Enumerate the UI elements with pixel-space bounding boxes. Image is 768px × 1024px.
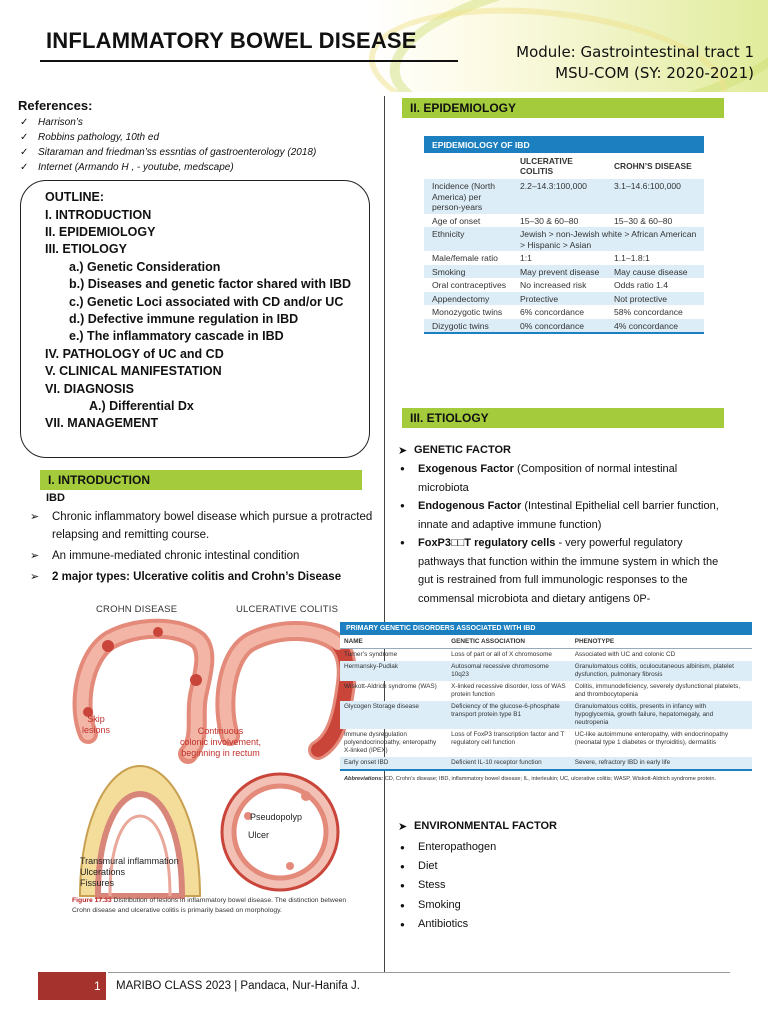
reference-text: Harrison’s <box>38 117 83 128</box>
table-cell: UC-like autoimmune enteropathy, with endocrinopathy (neonatal type 1 diabetes or thyroiditis), dermatitis <box>574 731 729 746</box>
genetic-factor-item <box>398 460 728 497</box>
epidemiology-section-header: II. EPIDEMIOLOGY <box>402 98 724 118</box>
table-cell: Deficiency of the glucose-6-phosphate transport protein type B1 <box>447 701 571 729</box>
etiology-genetic <box>398 444 728 608</box>
intro-bullet <box>30 568 380 586</box>
references <box>18 98 378 175</box>
outline-item: d.) Defective immune regulation in IBD <box>69 311 299 326</box>
reference-item <box>18 145 378 160</box>
table-cell: X-linked recessive disorder, loss of WAS protein function <box>451 683 566 698</box>
outline-item: a.) Genetic Consideration <box>69 259 221 274</box>
table-cell: 1:1 <box>520 253 532 263</box>
etiology-environmental <box>398 820 728 934</box>
reference-text: Robbins pathology, 10th ed <box>38 132 160 143</box>
table-cell: Deficient IL-10 receptor function <box>447 757 571 769</box>
table-row <box>424 251 704 265</box>
table-cell: Age of onset <box>432 215 481 226</box>
checkmark-icon: ✓ <box>20 147 29 158</box>
epidemiology-table-header <box>424 153 704 179</box>
table-cell: Wiskott-Aldrich syndrome (WAS) <box>344 683 437 690</box>
table-cell: 1.1–1.8:1 <box>614 253 650 263</box>
environmental-factor-item: ● Smoking <box>398 896 728 915</box>
table-cell: 15–30 & 60–80 <box>614 215 673 226</box>
table-cell: 0% concordance <box>512 319 606 334</box>
reference-item <box>18 115 378 130</box>
outline-item: V. CLINICAL MANIFESTATION <box>45 364 222 379</box>
arrow-bullet-icon: ➢ <box>30 511 40 523</box>
environmental-factor-heading <box>398 820 728 832</box>
table-cell: No increased risk <box>520 280 587 290</box>
abbreviations-label: Abbreviations: <box>344 776 384 782</box>
reference-item <box>18 130 378 145</box>
page-title: INFLAMMATORY BOWEL DISEASE <box>46 28 417 53</box>
table-row <box>340 649 752 662</box>
reference-text: Sitaraman and friedman’ss essntias of gastroenterology (2018) <box>38 147 317 158</box>
genetic-factor-item <box>398 534 728 608</box>
genetic-disorders-table-title: PRIMARY GENETIC DISORDERS ASSOCIATED WITH IBD <box>340 622 752 635</box>
transmural-label: Transmural inflammation <box>80 856 179 866</box>
intro-bullet-text: Chronic inflammatory bowel disease which pursue a protracted relapsing and remitting course. <box>52 511 373 541</box>
outline-item: VI. DIAGNOSIS <box>45 381 134 396</box>
fissures-label: Fissures <box>80 878 115 888</box>
table-abbreviations <box>340 769 752 783</box>
epidemiology-table-body <box>424 179 704 333</box>
module-name: Module: Gastrointestinal tract 1 <box>516 43 754 61</box>
intro-bullet-text: 2 major types: Ulcerative colitis and Crohn’s Disease <box>52 571 342 583</box>
table-cell: Odds ratio 1.4 <box>614 280 668 290</box>
table-cell: 58% concordance <box>614 307 683 317</box>
table-row <box>424 319 704 334</box>
genetic-disorders-table-body <box>340 649 752 770</box>
genetic-factor-name: FoxP3□□T regulatory cells <box>418 537 556 549</box>
module-info <box>516 42 754 84</box>
column-divider <box>384 96 385 972</box>
references-title: References: <box>18 98 93 113</box>
footer-text: MARIBO CLASS 2023 | Pandaca, Nur-Hanifa J. <box>116 980 360 992</box>
table-cell: Loss of part or all of X chromosome <box>451 651 552 658</box>
genetic-column-header: GENETIC ASSOCIATION <box>447 635 571 649</box>
table-cell: Immune dysregulation polyendocrinopathy, enteropathy X-linked (IPEX) <box>344 731 437 754</box>
uc-cross-section <box>222 774 338 890</box>
intro-bullet <box>30 547 380 565</box>
reference-text: Internet (Armando H , - youtube, medscape) <box>38 162 234 173</box>
epi-column-header <box>424 153 512 179</box>
environmental-factor-item: ● Antibiotics <box>398 915 728 934</box>
table-cell: Male/female ratio <box>432 253 498 263</box>
ulcer-label: Ulcer <box>248 830 270 840</box>
title-underline <box>40 60 458 62</box>
epidemiology-table <box>424 136 704 386</box>
outline-list <box>45 207 369 433</box>
outline-item: III. ETIOLOGY <box>45 242 127 257</box>
table-cell: Monozygotic twins <box>432 307 503 317</box>
checkmark-icon: ✓ <box>20 132 29 143</box>
genetic-disorders-table-header <box>340 635 752 649</box>
arrow-bullet-icon: ➢ <box>30 571 40 583</box>
epidemiology-table-title: EPIDEMIOLOGY OF IBD <box>424 136 704 153</box>
table-row <box>424 227 704 251</box>
table-cell: 2.2–14.3:100,000 <box>512 179 606 214</box>
table-cell: Not protective <box>606 292 704 306</box>
figure-caption <box>72 896 348 916</box>
genetic-factor-heading <box>398 444 728 456</box>
table-cell: Associated with UC and colonic CD <box>574 651 676 658</box>
ulcerations-label: Ulcerations <box>80 867 126 877</box>
epi-column-header: CROHN’S DISEASE <box>606 153 704 179</box>
table-cell: Granulomatous colitis, oculocutaneous albinism, platelet dysfunction, pulmonary fibrosis <box>571 661 752 681</box>
genetic-factor-desc: (Composition of normal intestinal microbiota <box>418 463 678 494</box>
table-cell: Granulomatous colitis, presents in infancy with hypoglycemia, growth failure, hepatomegaly, and neutropenia <box>571 701 752 729</box>
intro-subhead: IBD <box>46 492 65 504</box>
outline-item: e.) The inflammatory cascade in IBD <box>69 329 284 344</box>
figure-caption-text: Distribution of lesions in inflammatory bowel disease. The distinction between Crohn disease and ulcerative colitis is primarily based on morphology. <box>72 897 347 914</box>
genetic-factor-item <box>398 497 728 534</box>
pseudopolyp-label: Pseudopolyp <box>250 812 303 822</box>
checkmark-icon: ✓ <box>20 117 29 128</box>
table-row <box>340 701 752 729</box>
school-year: MSU-COM (SY: 2020-2021) <box>555 64 754 82</box>
table-cell: 15–30 & 60–80 <box>520 215 579 226</box>
table-row <box>424 214 704 228</box>
table-cell: Colitis, immunodeficiency, severely dysfunctional platelets, and thrombocytopenia <box>574 683 741 698</box>
etiology-section-header: III. ETIOLOGY <box>402 408 724 428</box>
table-cell: Dizygotic twins <box>424 319 512 334</box>
figure-label-uc: ULCERATIVE COLITIS <box>236 604 339 615</box>
table-row <box>340 757 752 769</box>
genetic-factor-list <box>398 460 728 608</box>
outline-box <box>20 180 370 458</box>
table-cell: Glycogen Storage disease <box>340 701 447 729</box>
table-row <box>424 305 704 319</box>
genetic-column-header: NAME <box>340 635 447 649</box>
table-row <box>340 729 752 757</box>
abbreviations-text: CD, Crohn’s disease; IBD, inflammatory bowel disease; IL, interleukin; UC, ulcerative colitis; WASP, Wiskott-Aldrich syndrome protein. <box>383 776 717 782</box>
environmental-factor-item: ● Stess <box>398 876 728 895</box>
table-cell: Hermansky-Pudlak <box>340 661 447 681</box>
intro-bullet-text: An immune-mediated chronic intestinal condition <box>52 550 300 562</box>
table-cell: Incidence (North America) per person-years <box>424 179 512 214</box>
ibd-lesion-figure <box>70 598 360 928</box>
outline-item: b.) Diseases and genetic factor shared with IBD <box>69 277 352 292</box>
table-row <box>424 179 704 214</box>
figure-label-crohn: CROHN DISEASE <box>96 604 178 615</box>
table-cell: Jewish > non-Jewish white > African American > Hispanic > Asian <box>512 227 704 251</box>
outline-item: c.) Genetic Loci associated with CD and/or UC <box>69 294 344 309</box>
genetic-factor-title: GENETIC FACTOR <box>414 444 511 456</box>
environmental-factor-item: ● Enteropathogen <box>398 838 728 857</box>
outline-item: VII. MANAGEMENT <box>45 416 159 431</box>
epi-column-header: ULCERATIVE COLITIS <box>512 153 606 179</box>
table-cell: 4% concordance <box>606 319 704 334</box>
skip-lesions-label: Skip lesions <box>82 714 111 735</box>
arrow-bullet-icon: ➢ <box>30 550 40 562</box>
genetic-disorders-table <box>340 622 752 800</box>
table-cell: Loss of FoxP3 transcription factor and T regulatory cell function <box>451 731 565 746</box>
table-row <box>424 292 704 306</box>
table-cell: Ethnicity <box>424 227 512 251</box>
footer-rule <box>108 972 730 973</box>
table-row <box>424 278 704 292</box>
table-cell: Oral contraceptives <box>432 280 507 290</box>
table-cell: Early onset IBD <box>340 757 447 769</box>
page-number: 1 <box>38 972 106 1000</box>
arrow-bullet-icon: ➤ <box>398 821 408 833</box>
table-cell: Severe, refractory IBD in early life <box>571 757 752 769</box>
table-cell: May cause disease <box>606 265 704 279</box>
intro-section <box>30 492 380 589</box>
table-cell: 6% concordance <box>520 307 585 317</box>
table-cell: Appendectomy <box>424 292 512 306</box>
outline-title: OUTLINE: <box>45 190 105 204</box>
table-cell: May prevent disease <box>512 265 606 279</box>
genetic-factor-desc: (Intestinal Epithelial cell barrier function, innate and adaptive immune function) <box>418 500 719 531</box>
reference-item <box>18 160 378 175</box>
table-cell: Protective <box>512 292 606 306</box>
intro-bullet <box>30 508 380 544</box>
outline-item: A.) Differential Dx <box>89 398 194 413</box>
checkmark-icon: ✓ <box>20 162 29 173</box>
table-row <box>340 681 752 701</box>
intro-bullets <box>30 508 380 586</box>
table-row <box>424 265 704 279</box>
table-cell: Turner’s syndrome <box>344 651 398 658</box>
arrow-bullet-icon: ➤ <box>398 445 408 457</box>
intro-section-header: I. INTRODUCTION <box>40 470 362 490</box>
environmental-factor-item: ● Diet <box>398 857 728 876</box>
genetic-factor-name: Endogenous Factor <box>418 500 522 512</box>
table-cell: Smoking <box>424 265 512 279</box>
genetic-column-header: PHENOTYPE <box>571 635 752 649</box>
outline-item: IV. PATHOLOGY of UC and CD <box>45 346 224 361</box>
table-cell: 3.1–14.6:100,000 <box>606 179 704 214</box>
outline-item: I. INTRODUCTION <box>45 207 152 222</box>
environmental-factor-list <box>398 838 728 934</box>
figure-number: Figure 17.33 <box>72 897 112 904</box>
outline-item: II. EPIDEMIOLOGY <box>45 224 156 239</box>
page-header <box>0 0 768 92</box>
genetic-factor-desc: - very powerful regulatory pathways that function within the immune system in which the gut is restrained from full immunologic responses to the commensal microbiota and dietary antigens 0P- <box>418 537 719 605</box>
references-list <box>18 115 378 175</box>
genetic-factor-name: Exogenous Factor <box>418 463 514 475</box>
environmental-factor-title: ENVIRONMENTAL FACTOR <box>414 820 558 832</box>
table-row <box>340 661 752 681</box>
continuous-involvement-label: Continuous colonic involvement, beginning in rectum <box>180 726 262 758</box>
table-cell: Autosomal recessive chromosome 10q23 <box>447 661 571 681</box>
